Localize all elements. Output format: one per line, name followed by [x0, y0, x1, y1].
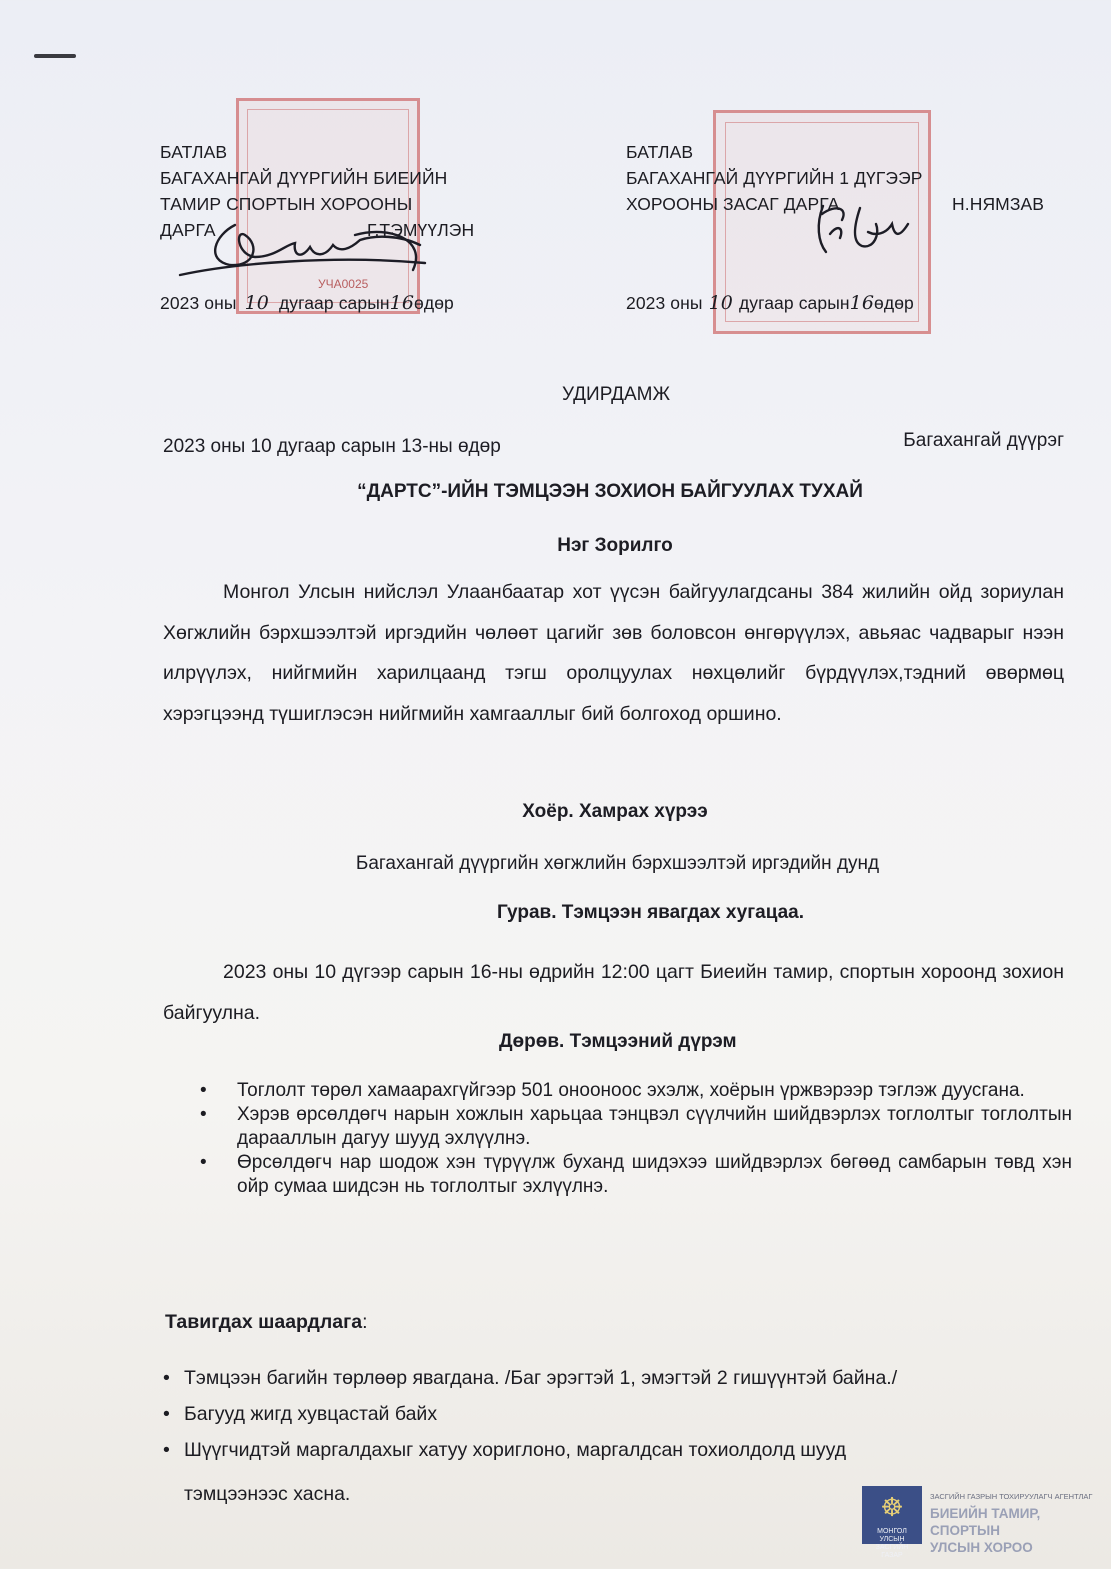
approval-position: ХОРООНЫ ЗАСАГ ДАРГА	[626, 194, 840, 214]
handwritten-month: 10	[708, 292, 733, 314]
list-item	[163, 1432, 897, 1468]
approval-name: Н.НЯМЗАВ	[952, 194, 1045, 214]
requirement-text: тэмцээнээс хасна.	[184, 1483, 351, 1505]
soyombo-icon: ☸	[880, 1492, 904, 1522]
list-item	[200, 1103, 1072, 1151]
stamp-code: УЧА0025	[318, 277, 369, 291]
list-item	[200, 1079, 1072, 1103]
approval-position: ДАРГА	[160, 220, 216, 240]
list-item-continuation	[163, 1476, 897, 1512]
approval-org-line: ТАМИР СПОРТЫН ХОРООНЫ	[160, 194, 413, 214]
requirements-list	[163, 1360, 897, 1512]
handwritten-month: 10	[244, 292, 269, 314]
rule-text: Өрсөлдөгч нар шодож хэн түрүүлж буханд шидэхээ шийдвэрлэх бөгөөд самбарын төвд хэн ойр сумаа шидсэн нь тоглолтыг эхлүүлнэ.	[237, 1152, 1072, 1197]
handwritten-day: 16	[389, 292, 415, 314]
requirements-heading: Тавигдах шаардлага:	[165, 1311, 368, 1333]
rules-list	[200, 1079, 1072, 1199]
bullet-icon: •	[163, 1403, 170, 1425]
list-item	[163, 1360, 897, 1396]
list-item	[163, 1396, 897, 1432]
section-1-heading: Нэг Зорилго	[557, 535, 673, 556]
logo-caption: МОНГОЛ УЛСЫН ЗАСГИЙН ГАЗАР	[875, 1528, 909, 1559]
bullet-icon: •	[200, 1080, 207, 1101]
approval-heading: БАТЛАВ	[626, 142, 694, 162]
section-2-heading: Хоёр. Хамрах хүрээ	[522, 801, 708, 822]
requirement-text: Шүүгчидтэй маргалдахыг хатуу хориглоно, маргалдсан тохиолдолд шууд	[184, 1439, 847, 1461]
bullet-icon: •	[200, 1152, 207, 1173]
approval-date: 2023 оны 10 дугаар сарын16өдөр	[626, 292, 914, 314]
document-type: УДИРДАМЖ	[561, 384, 671, 405]
bullet-icon: •	[163, 1439, 170, 1461]
page-edge-mark	[34, 54, 76, 58]
agency-name: БИЕИЙН ТАМИР, СПОРТЫН УЛСЫН ХОРОО	[930, 1506, 1041, 1555]
bullet-icon: •	[200, 1104, 207, 1125]
section-3-heading: Гурав. Тэмцээн явагдах хугацаа.	[497, 902, 805, 923]
requirement-text: Тэмцээн багийн төрлөөр явагдана. /Баг эрэгтэй 1, эмэгтэй 2 гишүүнтэй байна./	[184, 1367, 898, 1389]
document-place: Багахангай дүүрэг	[903, 430, 1064, 451]
list-item	[200, 1151, 1072, 1199]
document-title: “ДАРТС”-ИЙН ТЭМЦЭЭН ЗОХИОН БАЙГУУЛАХ ТУХАЙ	[357, 481, 863, 502]
handwritten-day: 16	[849, 292, 875, 314]
approval-org-line: БАГАХАНГАЙ ДҮҮРГИЙН БИЕИЙН	[160, 168, 448, 188]
document-date: 2023 оны 10 дугаар сарын 13-ны өдөр	[163, 436, 501, 457]
agency-subtitle: ЗАСГИЙН ГАЗРЫН ТОХИРУУЛАГЧ АГЕНТЛАГ	[930, 1492, 1093, 1501]
rule-text: Тоглолт төрөл хамаарахгүйгээр 501 онооноос эхэлж, хоёрын үржвэрээр тэглэж дуусгана.	[237, 1080, 1025, 1101]
signature-right	[808, 194, 918, 264]
approval-heading: БАТЛАВ	[160, 142, 228, 162]
approval-org-line: БАГАХАНГАЙ ДҮҮРГИЙН 1 ДҮГЭЭР	[626, 168, 923, 188]
section-2-text: Багахангай дүүргийн хөгжлийн бэрхшээлтэй иргэдийн дунд	[355, 853, 880, 874]
bullet-icon: •	[163, 1367, 170, 1389]
signature-left	[175, 205, 435, 295]
rule-text: Хэрэв өрсөлдөгч нарын хожлын харьцаа тэнцвэл сүүлчийн шийдвэрлэх тоглолтыг тоглолтын дарааллын дагуу шууд эхлүүлнэ.	[237, 1104, 1072, 1149]
requirement-text: Багууд жигд хувцастай байх	[184, 1403, 438, 1425]
section-3-text: 2023 оны 10 дүгээр сарын 16-ны өдрийн 12:00 цагт Биеийн тамир, спортын хороонд зохион байгуулна.	[163, 961, 1064, 1024]
approval-name: Г.ТЭМҮҮЛЭН	[367, 220, 475, 240]
approval-date: 2023 оны 10 дугаар сарын16өдөр	[160, 292, 454, 314]
section-1-text: Монгол Улсын нийслэл Улаанбаатар хот үүсэн байгуулагдсаны 384 жилийн ойд зориулан Хөгжлийн бэрхшээлтэй иргэдийн чөлөөт цагийг зөв боловсон өнгөрүүлэх, авьяас чадварыг нээн илрүүлэх, нийгмийн харилцаанд тэгш оролцуулах нөхцөлийг бүрдүүлэх,тэдний өвөрмөц хэрэгцээнд түшиглэсэн нийгмийн хамгааллыг бий болгоход оршино.	[163, 581, 1064, 725]
section-4-heading: Дөрөв. Тэмцээний дүрэм	[499, 1031, 737, 1052]
